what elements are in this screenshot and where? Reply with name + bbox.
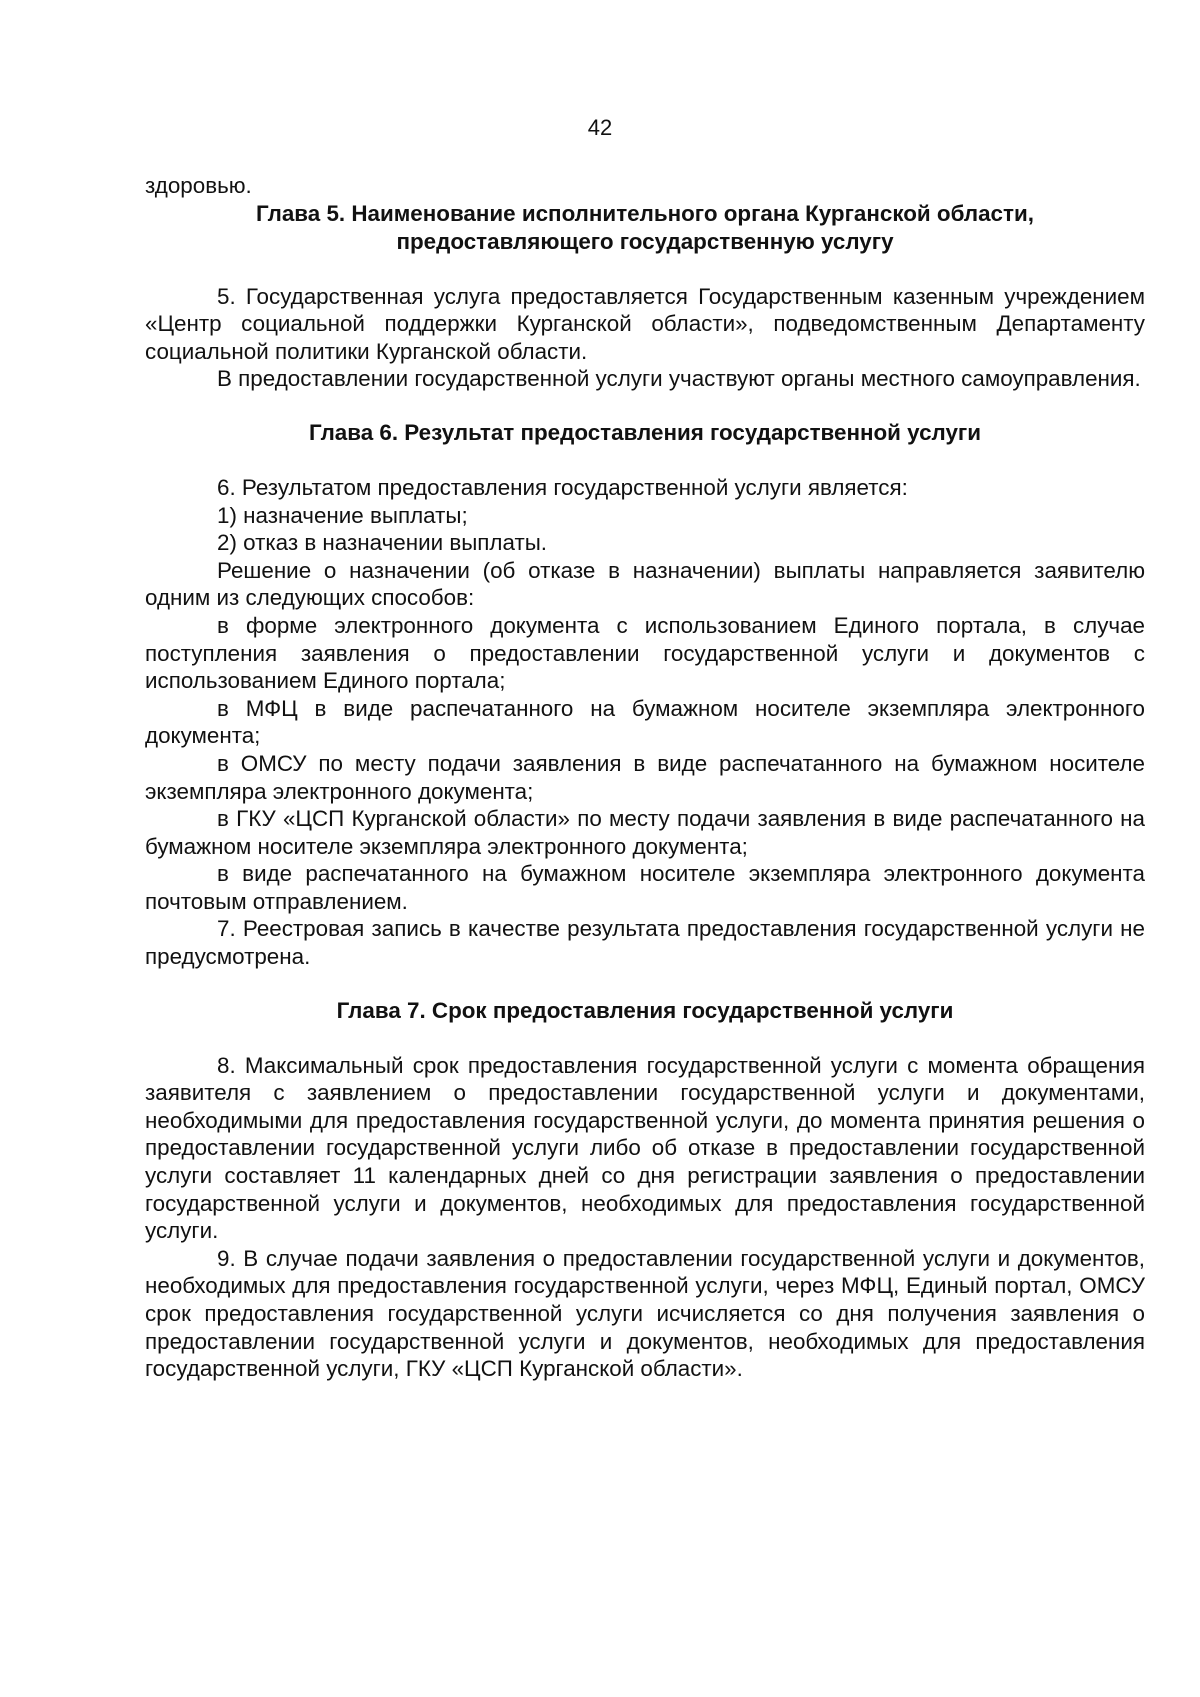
chapter-5-title [145,200,1145,256]
chapter-7-title: Глава 7. Срок предоставления государственной услуги [336,997,954,1023]
spacer [145,1025,1145,1052]
chapter-5-title-line-2: предоставляющего государственную услугу [396,228,894,254]
paragraph-mail: в виде распечатанного на бумажном носителе экземпляра электронного документа почтовым отправлением. [145,861,1145,914]
spacer [145,393,1145,419]
list-item-assignment: 1) назначение выплаты; [217,502,468,528]
spacer [145,256,1145,283]
paragraph-6: 6. Результатом предоставления государственной услуги является: [217,474,908,500]
spacer [145,447,1145,474]
paragraph-gku: в ГКУ «ЦСП Курганской области» по месту подачи заявления в виде распечатанного на бумажном носителе экземпляра электронного документа; [145,806,1145,859]
paragraph-electronic-portal: в форме электронного документа с использованием Единого портала, в случае поступления заявления о предоставлении государственной услуги и документов с использованием Единого портала; [145,612,1145,694]
paragraph-omsu: в ОМСУ по месту подачи заявления в виде распечатанного на бумажном носителе экземпляра электронного документа; [145,750,1145,804]
paragraph-7: 7. Реестровая запись в качестве результата предоставления государственной услуги не предусмотрена. [145,916,1145,970]
paragraph-8: 8. Максимальный срок предоставления государственной услуги с момента обращения заявителя с заявлением о предоставлении государственной услуги и документами, необходимыми для предоставления государственной услуги, до момента принятия решения о предоставлении государственной услуги либо об отказе в предоставлении государственной услуги составляет 11 календарных дней со дня регистрации заявления о предоставлении государственной услуги и документов, необходимых для предоставления государственной услуги. [145,1052,1145,1244]
chapter-6-title: Глава 6. Результат предоставления государственной услуги [309,419,981,445]
list-item-refusal: 2) отказ в назначении выплаты. [217,530,548,556]
paragraph-decision: Решение о назначении (об отказе в назначении) выплаты направляется заявителю одним из следующих способов: [145,557,1145,611]
paragraph-local-government: В предоставлении государственной услуги участвуют органы местного самоуправления. [217,366,1141,392]
chapter-5-title-line-1: Глава 5. Наименование исполнительного органа Курганской области, [256,200,1034,226]
paragraph-mfc: в МФЦ в виде распечатанного на бумажном носителе экземпляра электронного документа; [145,695,1145,749]
page-number: 42 [587,115,613,140]
lead-fragment: здоровью. [145,173,252,198]
spacer [145,971,1145,997]
paragraph-5: 5. Государственная услуга предоставляется Государственным казенным учреждением «Центр социальной поддержки Курганской области», подведомственным Департаменту социальной политики Курганской области. [145,283,1145,364]
document-body [145,172,1145,1383]
paragraph-9: 9. В случае подачи заявления о предоставлении государственной услуги и документов, необходимых для предоставления государственной услуги, через МФЦ, Единый портал, ОМСУ срок предоставления государственной услуги исчисляется со дня получения заявления о предоставлении государственной услуги и документов, необходимых для предоставления государственной услуги, ГКУ «ЦСП Курганской области». [145,1245,1145,1382]
